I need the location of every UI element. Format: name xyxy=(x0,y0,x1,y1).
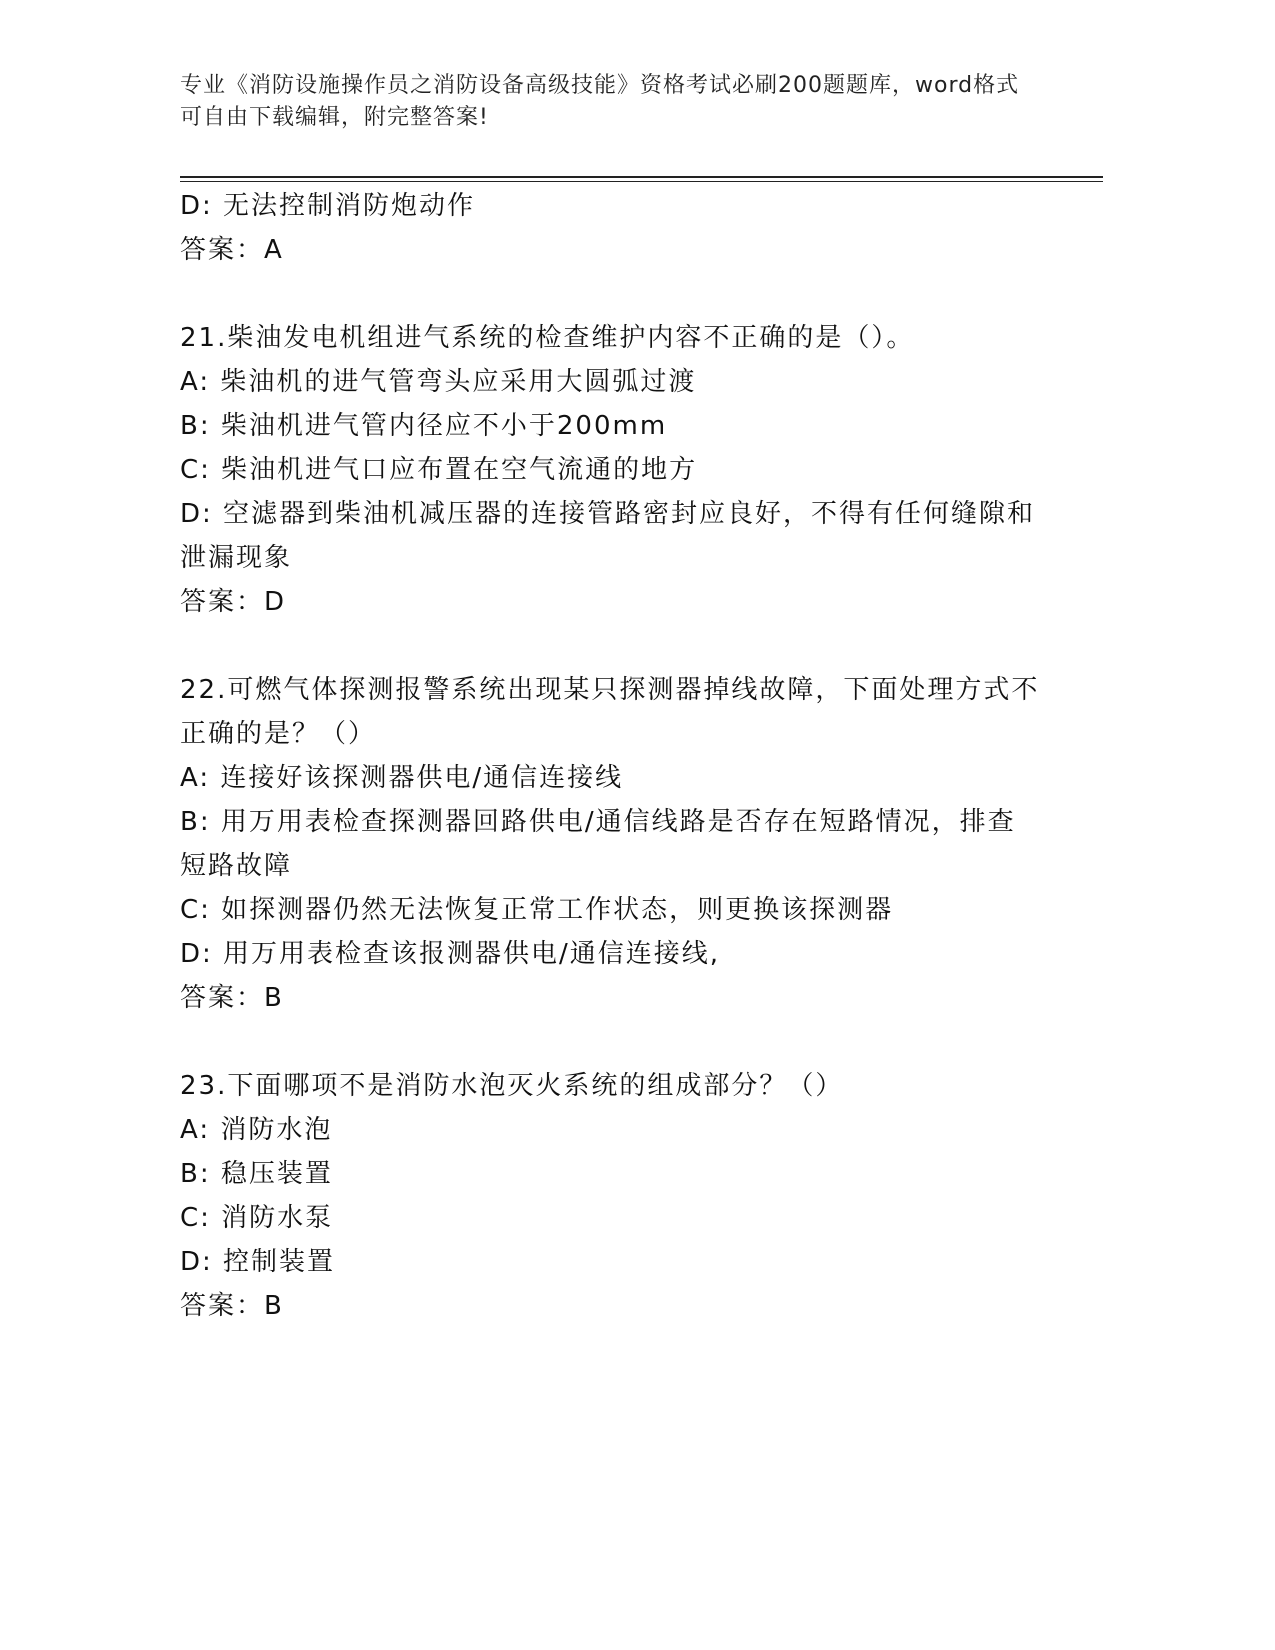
option-d: D: 用万用表检查该报测器供电/通信连接线, xyxy=(180,939,721,969)
option-b: B: 柴油机进气管内径应不小于200mm xyxy=(180,411,668,441)
option-b: B: 用万用表检查探测器回路供电/通信线路是否存在短路情况，排查短路故障 xyxy=(180,807,1016,881)
option-a: A: 消防水泡 xyxy=(180,1115,333,1145)
question-22 xyxy=(180,668,1040,1020)
question-21 xyxy=(180,316,1040,624)
header-divider-thick xyxy=(180,176,1103,178)
prev-answer: 答案：A xyxy=(180,235,284,265)
option-d: D: 控制装置 xyxy=(180,1247,336,1277)
question-23 xyxy=(180,1064,1040,1328)
header-divider-thin xyxy=(180,181,1103,182)
header-text: 专业《消防设施操作员之消防设备高级技能》资格考试必刷200题题库，word格式可自由下载编辑，附完整答案! xyxy=(180,73,1020,130)
question-stem: 23.下面哪项不是消防水泡灭火系统的组成部分？（） xyxy=(180,1071,844,1101)
option-a: A: 柴油机的进气管弯头应采用大圆弧过渡 xyxy=(180,367,697,397)
spacer xyxy=(180,1020,1040,1064)
option-d: D: 空滤器到柴油机减压器的连接管路密封应良好，不得有任何缝隙和泄漏现象 xyxy=(180,499,1036,573)
option-c: C: 柴油机进气口应布置在空气流通的地方 xyxy=(180,455,698,485)
spacer xyxy=(180,272,1040,316)
question-stem: 21.柴油发电机组进气系统的检查维护内容不正确的是（）。 xyxy=(180,323,915,353)
answer: 答案：B xyxy=(180,1291,284,1321)
option-b: B: 稳压装置 xyxy=(180,1159,333,1189)
question-list xyxy=(180,184,1040,1328)
answer: 答案：D xyxy=(180,587,287,617)
option-c: C: 如探测器仍然无法恢复正常工作状态，则更换该探测器 xyxy=(180,895,894,925)
question-stem: 22.可燃气体探测报警系统出现某只探测器掉线故障，下面处理方式不正确的是？（） xyxy=(180,675,1040,749)
prev-option-d: D: 无法控制消防炮动作 xyxy=(180,191,476,221)
option-a: A: 连接好该探测器供电/通信连接线 xyxy=(180,763,624,793)
spacer xyxy=(180,624,1040,668)
document-header xyxy=(180,70,1040,134)
option-c: C: 消防水泵 xyxy=(180,1203,334,1233)
answer: 答案：B xyxy=(180,983,284,1013)
